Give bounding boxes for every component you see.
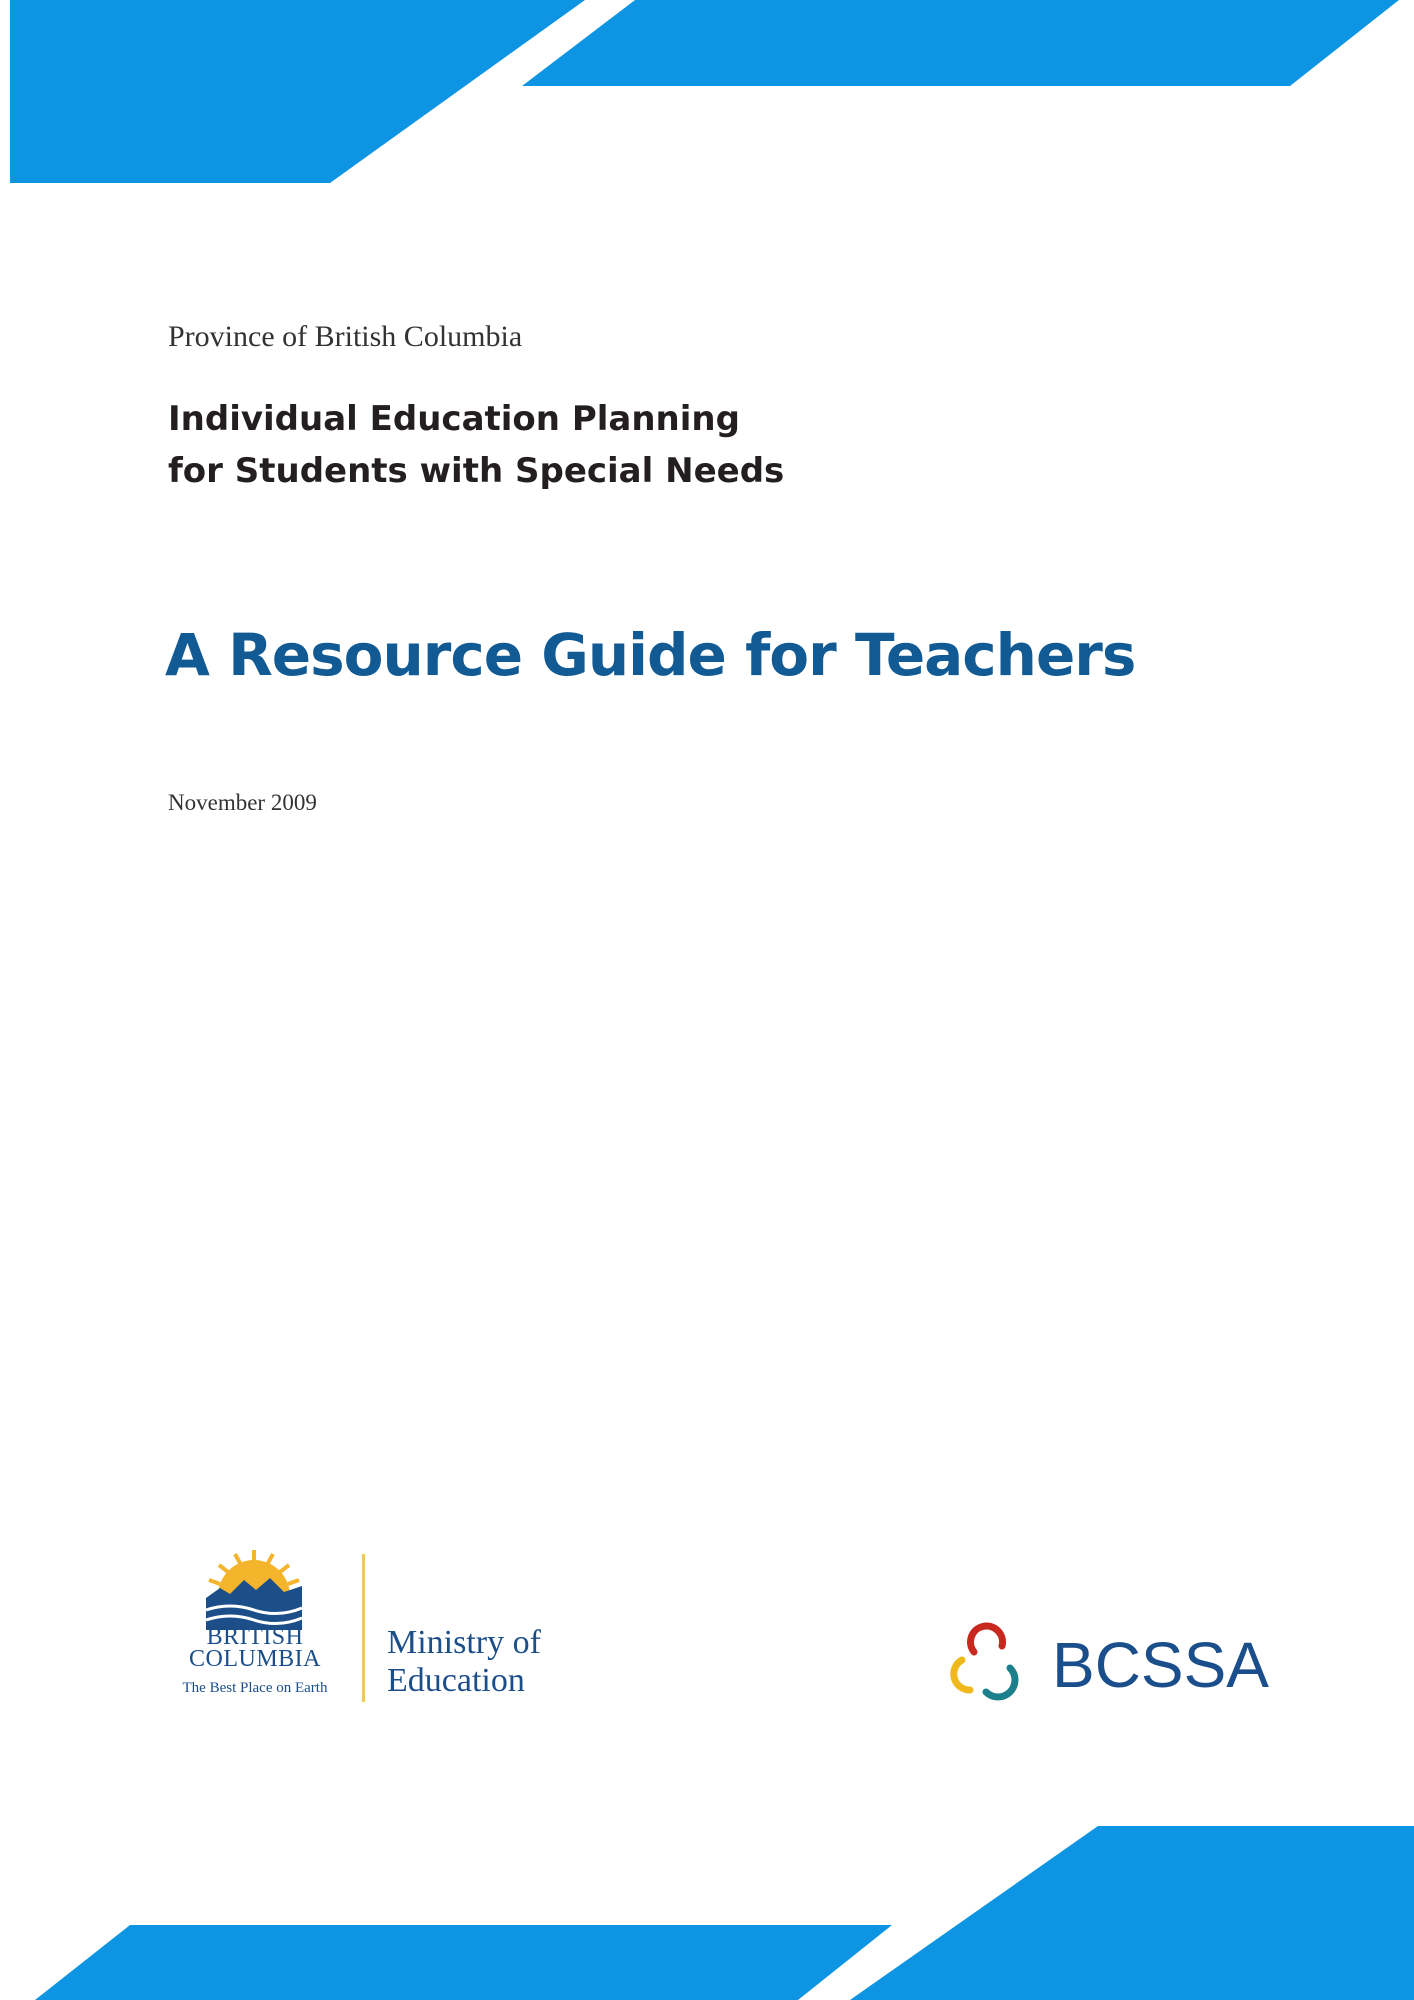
ministry-line-1: Ministry of [387, 1624, 541, 1661]
ministry-name [387, 1624, 541, 1700]
publication-date: November 2009 [168, 790, 317, 815]
document-title: A Resource Guide for Teachers [165, 621, 1136, 689]
bc-sun-mountain-emblem [200, 1550, 308, 1630]
top-right-banner [522, 0, 1399, 86]
top-left-banner [10, 0, 585, 183]
bcssa-wordmark: BCSSA [1052, 1629, 1269, 1701]
bc-wordmark-line-1: BRITISH [206, 1624, 304, 1650]
province-label: Province of British Columbia [168, 320, 523, 353]
bottom-left-banner [35, 1925, 892, 2000]
document-subtitle [168, 393, 784, 497]
bc-wordmark-line-2: COLUMBIA [188, 1646, 321, 1672]
bc-tagline: The Best Place on Earth [182, 1680, 328, 1696]
bc-ministry-logo [165, 1550, 565, 1710]
bcssa-swirl-icon [948, 1622, 1028, 1702]
bottom-right-banner [850, 1826, 1414, 2000]
logo-divider [362, 1554, 365, 1702]
bcssa-logo [948, 1622, 1268, 1702]
subtitle-line-1: Individual Education Planning [168, 399, 740, 439]
subtitle-line-2: for Students with Special Needs [168, 451, 785, 491]
ministry-line-2: Education [387, 1662, 525, 1699]
bc-wordmark [165, 1626, 345, 1670]
